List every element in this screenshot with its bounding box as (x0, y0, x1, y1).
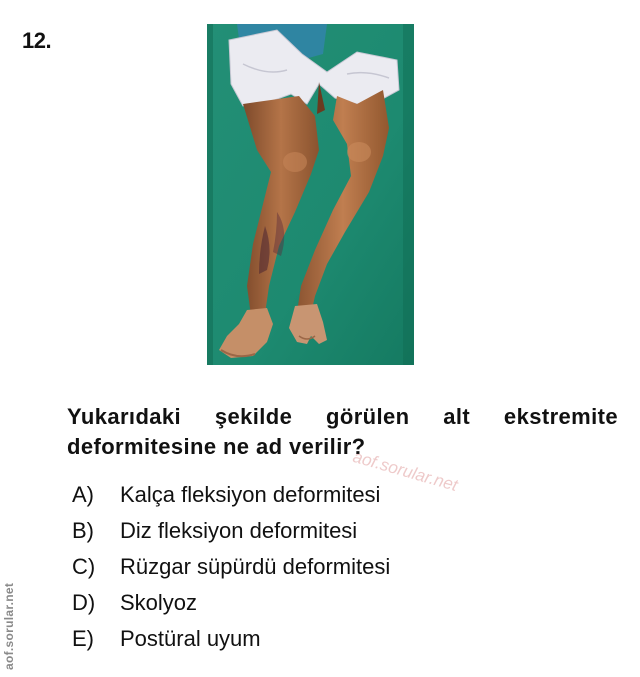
option-letter: C) (72, 554, 96, 579)
clinical-photo (207, 24, 414, 365)
option-text: Rüzgar süpürdü deformitesi (120, 554, 391, 579)
option-letter: E) (72, 626, 94, 651)
question-text: Yukarıdaki şekilde görülen alt ekstremite deformitesine ne ad verilir? (67, 404, 618, 459)
option-text: Postüral uyum (120, 626, 261, 651)
option-text: Skolyoz (120, 590, 198, 615)
option-text: Diz fleksiyon deformitesi (120, 518, 358, 543)
answer-options (72, 482, 390, 662)
option-text: Kalça fleksiyon deformitesi (120, 482, 381, 507)
option-d[interactable] (72, 590, 390, 626)
option-letter: D) (72, 590, 96, 615)
option-a[interactable] (72, 482, 390, 518)
option-c[interactable] (72, 554, 390, 590)
watermark-side: aof.sorular.net (2, 582, 16, 670)
option-letter: A) (72, 482, 94, 507)
watermark-diagonal: aof.sorular.net (350, 447, 460, 496)
option-letter: B) (72, 518, 94, 543)
question-number: 12. (22, 28, 52, 53)
option-e[interactable] (72, 626, 390, 662)
option-b[interactable] (72, 518, 390, 554)
